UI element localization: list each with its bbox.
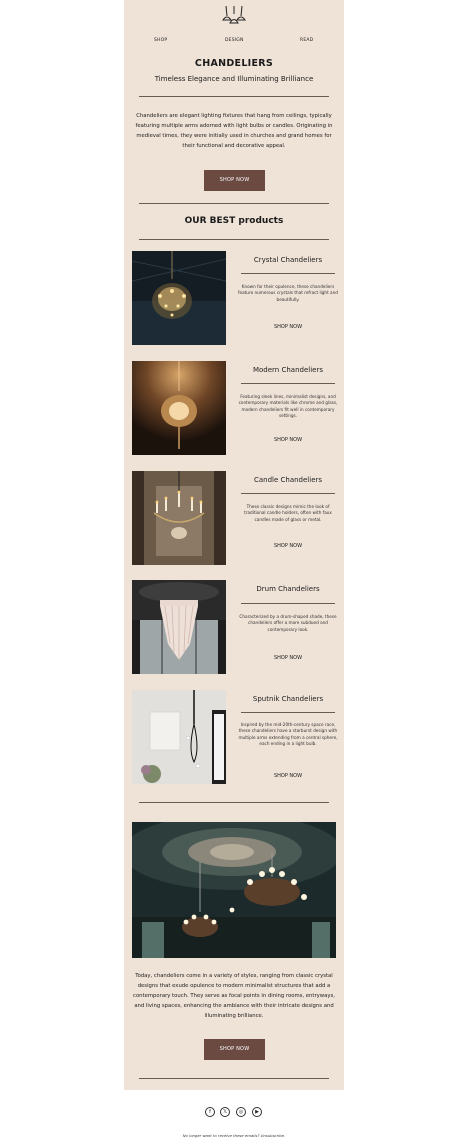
nav-read[interactable]: READ bbox=[300, 38, 314, 43]
product-desc: Featuring sleek lines, minimalist designs, and contemporary materials like chrome and glass, modern chandeliers fit well in contemporary settings. bbox=[238, 394, 338, 419]
product-name: Crystal Chandeliers bbox=[253, 256, 323, 264]
divider bbox=[241, 273, 335, 274]
product-name: Modern Chandeliers bbox=[252, 366, 323, 374]
divider bbox=[241, 493, 335, 494]
product-desc: Known for their opulence, these chandeliers feature numerous crystals that refract light and beautifully. bbox=[238, 284, 338, 302]
divider bbox=[241, 712, 335, 713]
product-shop-now-link[interactable]: SHOP NOW bbox=[273, 543, 303, 549]
email-body bbox=[124, 0, 344, 1090]
social-links bbox=[205, 1107, 265, 1117]
product-shop-now-link[interactable]: SHOP NOW bbox=[273, 655, 303, 661]
drum-chandelier-image bbox=[132, 580, 226, 674]
closing-shop-now-button[interactable]: SHOP NOW bbox=[204, 1039, 265, 1060]
hero-title: CHANDELIERS bbox=[194, 58, 274, 69]
crystal-chandelier-image bbox=[132, 251, 226, 345]
product-name: Drum Chandeliers bbox=[256, 585, 320, 593]
products-heading: OUR BEST products bbox=[184, 216, 284, 226]
hero-body: Chandeliers are elegant lighting fixtures that hang from ceilings, typically featuring multiple arms adorned with light bulbs or candles. Originating in medieval times, they were initially used in churches and grand homes for their functional and decorative appeal. bbox=[135, 113, 333, 149]
hero-shop-now-button[interactable]: SHOP NOW bbox=[204, 170, 265, 191]
divider bbox=[139, 802, 329, 803]
product-desc: These classic designs mimic the look of traditional candle holders, often with faux candles made of glass or metal. bbox=[244, 504, 332, 522]
nav-shop[interactable]: SHOP bbox=[154, 38, 168, 43]
unsubscribe-text[interactable]: No longer want to receive these emails? Unsubscribe. bbox=[182, 1133, 286, 1138]
divider bbox=[241, 383, 335, 384]
product-name: Candle Chandeliers bbox=[253, 476, 323, 484]
closing-body: Today, chandeliers come in a variety of styles, ranging from classic crystal designs that exude opulence to modern minimalist structures that add a contemporary touch. They serve as focal points in dining rooms, entryways, and living spaces, enhancing the ambiance with their intricate designs and illuminating brilliance. bbox=[133, 973, 335, 1019]
product-shop-now-link[interactable]: SHOP NOW bbox=[273, 773, 303, 779]
facebook-icon[interactable]: f bbox=[205, 1107, 215, 1117]
hero-subtitle: Timeless Elegance and Illuminating Brilliance bbox=[154, 75, 314, 83]
x-icon[interactable]: 𝕏 bbox=[220, 1107, 230, 1117]
chandelier-logo-icon bbox=[221, 6, 247, 26]
ornate-ceiling-chandelier-image bbox=[132, 822, 336, 958]
divider bbox=[139, 96, 329, 97]
youtube-icon[interactable]: ▶ bbox=[252, 1107, 262, 1117]
modern-chandelier-image bbox=[132, 361, 226, 455]
sputnik-chandelier-image bbox=[132, 690, 226, 784]
divider bbox=[139, 239, 329, 240]
divider bbox=[139, 203, 329, 204]
divider bbox=[139, 1078, 329, 1079]
product-name: Sputnik Chandeliers bbox=[252, 695, 324, 703]
candle-chandelier-image bbox=[132, 471, 226, 565]
instagram-icon[interactable]: ◎ bbox=[236, 1107, 246, 1117]
product-desc: Inspired by the mid-20th-century space race, these chandeliers have a starburst design with multiple arms extending from a central sphere, each ending in a light bulb. bbox=[238, 722, 338, 747]
product-shop-now-link[interactable]: SHOP NOW bbox=[273, 437, 303, 443]
divider bbox=[241, 603, 335, 604]
product-shop-now-link[interactable]: SHOP NOW bbox=[273, 324, 303, 330]
product-desc: Characterized by a drum-shaped shade, these chandeliers offer a more subdued and contemporary look. bbox=[239, 614, 337, 632]
nav-design[interactable]: DESIGN bbox=[225, 38, 244, 43]
